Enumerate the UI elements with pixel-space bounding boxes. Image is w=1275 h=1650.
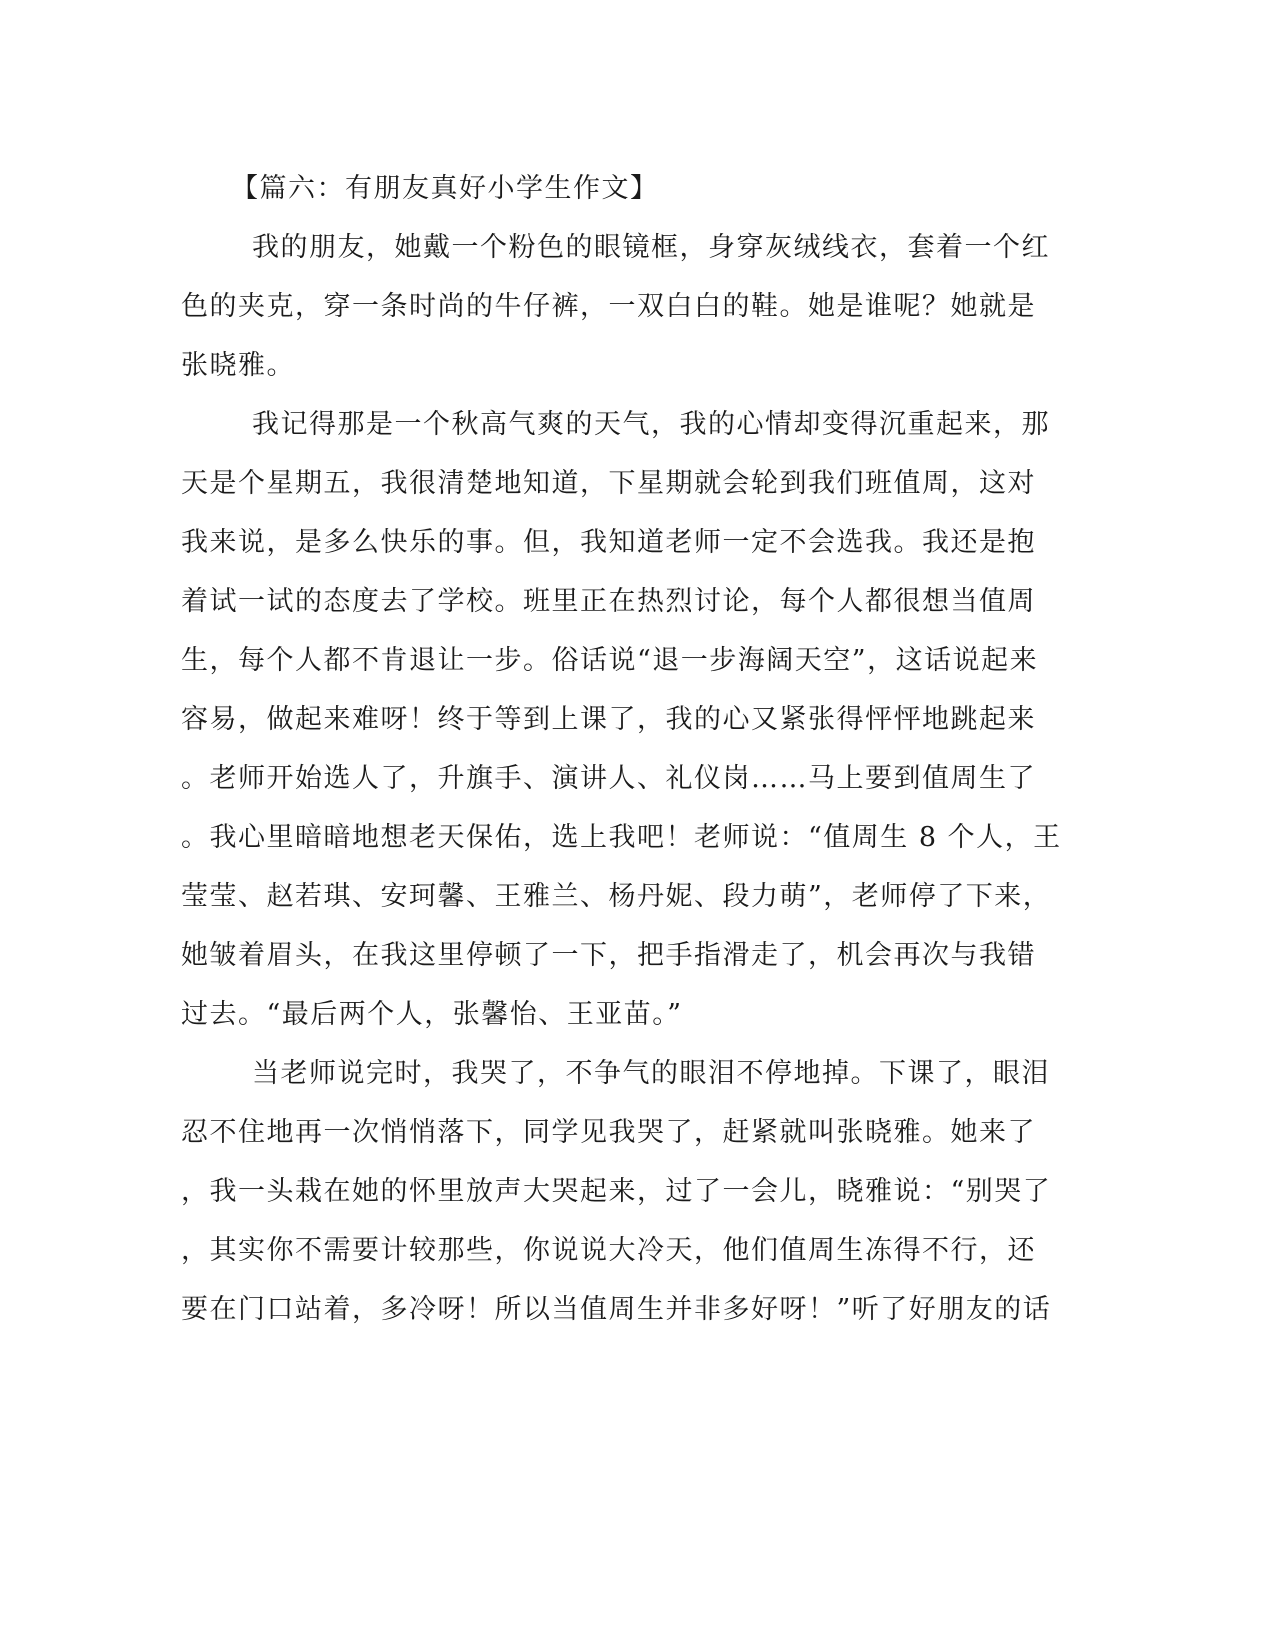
paragraph-line: 色的夹克，穿一条时尚的牛仔裤，一双白白的鞋。她是谁呢？她就是 bbox=[181, 291, 1036, 322]
paragraph-line: 。老师开始选人了，升旗手、演讲人、礼仪岗……马上要到值周生了 bbox=[181, 763, 1036, 794]
paragraph-3 bbox=[181, 1044, 1052, 1339]
paragraph-line: 忍不住地再一次悄悄落下，同学见我哭了，赶紧就叫张晓雅。她来了 bbox=[181, 1117, 1036, 1148]
paragraph-line: 我来说，是多么快乐的事。但，我知道老师一定不会选我。我还是抱 bbox=[181, 527, 1036, 558]
paragraph-1 bbox=[181, 218, 1050, 395]
paragraph-line: ，其实你不需要计较那些，你说说大冷天，他们值周生冻得不行，还 bbox=[181, 1235, 1036, 1266]
paragraph-line: 天是个星期五，我很清楚地知道，下星期就会轮到我们班值周，这对 bbox=[181, 468, 1036, 499]
paragraph-line: ，我一头栽在她的怀里放声大哭起来，过了一会儿，晓雅说：“别哭了 bbox=[181, 1176, 1052, 1207]
paragraph-line: 容易，做起来难呀！终于等到上课了，我的心又紧张得怦怦地跳起来 bbox=[181, 704, 1036, 735]
paragraph-line: 当老师说完时，我哭了，不争气的眼泪不停地掉。下课了，眼泪 bbox=[252, 1058, 1050, 1089]
essay-heading: 【篇六：有朋友真好小学生作文】 bbox=[231, 173, 659, 204]
paragraph-line: 她皱着眉头，在我这里停顿了一下，把手指滑走了，机会再次与我错 bbox=[181, 940, 1036, 971]
paragraph-line: 生，每个人都不肯退让一步。俗话说“退一步海阔天空”，这话说起来 bbox=[181, 645, 1039, 676]
paragraph-line: 要在门口站着，多冷呀！所以当值周生并非多好呀！”听了好朋友的话 bbox=[181, 1294, 1052, 1325]
paragraph-line: 。我心里暗暗地想老天保佑，选上我吧！老师说：“值周生 8 个人，王 bbox=[181, 822, 1062, 853]
paragraph-2 bbox=[181, 395, 1062, 1044]
paragraph-line: 张晓雅。 bbox=[181, 350, 295, 381]
essay-body bbox=[181, 159, 1062, 1339]
paragraph-line: 我的朋友，她戴一个粉色的眼镜框，身穿灰绒线衣，套着一个红 bbox=[252, 232, 1050, 263]
paragraph-line: 过去。“最后两个人，张馨怡、王亚苗。” bbox=[181, 999, 683, 1030]
paragraph-line: 我记得那是一个秋高气爽的天气，我的心情却变得沉重起来，那 bbox=[252, 409, 1050, 440]
paragraph-line: 莹莹、赵若琪、安珂馨、王雅兰、杨丹妮、段力萌”，老师停了下来， bbox=[181, 881, 1052, 912]
paragraph-line: 着试一试的态度去了学校。班里正在热烈讨论，每个人都很想当值周 bbox=[181, 586, 1036, 617]
